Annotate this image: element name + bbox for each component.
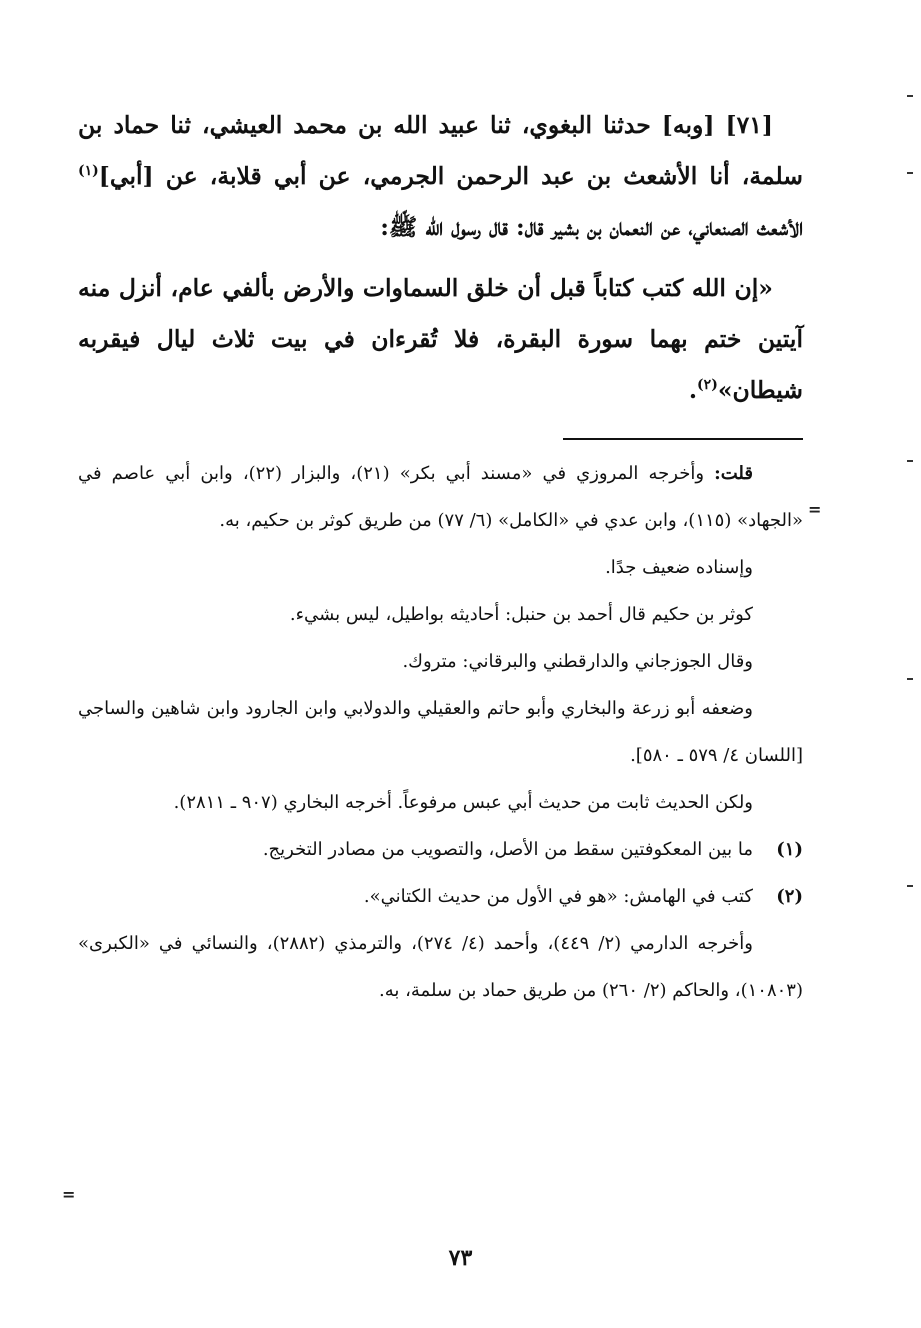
scan-edge-mark [907,885,913,887]
isnad-paragraph [78,100,803,253]
scan-edge-mark [907,172,913,174]
footnote-1-number: (١) [776,839,803,860]
note-jawzajani: وقال الجوزجاني والدارقطني والبرقاني: متروك. [402,651,753,672]
note-qultu [78,450,803,544]
hadith-text: «إن الله كتب كتاباً قبل أن خلق السماوات والأرض بألفي عام، أنزل منه آيتين ختم بهما سورة البقرة، فلا تُقرءان في بيت ثلاث ليال فيقربه شيطان» [78,274,803,404]
footnote-2-text: كتب في الهامش: «هو في الأول من حديث الكتاني». [363,886,753,907]
page-number: ٧٣ [448,1245,473,1271]
main-text [78,100,803,416]
footnote-2-continued: وأخرجه الدارمي (٢/ ٤٤٩)، وأحمد (٤/ ٢٧٤)، والترمذي (٢٨٨٢)، والنسائي في «الكبرى» (١٠٨٠٣)، والحاكم (٢/ ٢٦٠) من طريق حماد بن سلمة، به. [78,933,803,1001]
isnad-text: [٧١] [وبه] حدثنا البغوي، ثنا عبيد الله بن محمد العيشي، ثنا حماد بن سلمة، أنا الأشعث بن عبد الرحمن الجرمي، عن أبي قلابة، عن [أبي] [78,111,803,190]
footnote-1-text: ما بين المعكوفتين سقط من الأصل، والتصويب من مصادر التخريج. [262,839,753,860]
footnote-2 [78,873,803,920]
footnote-ref-2: (٢) [697,377,718,394]
scan-edge-mark [907,678,913,680]
footnote-2-number: (٢) [776,886,803,907]
scan-edge-mark [907,460,913,462]
note-kawthar: كوثر بن حكيم قال أحمد بن حنبل: أحاديثه بواطيل، ليس بشيء. [289,604,753,625]
footnote-separator [563,438,803,440]
note-isnad: وإسناده ضعيف جدًا. [605,557,753,578]
isnad-text-continued: الأشعث الصنعاني، عن النعمان بن بشير قال: قال رسول الله ﷺ: [380,213,803,241]
qultu-label: قلت: [714,463,753,484]
hadith-paragraph [78,263,803,416]
qultu-text: وأخرجه المروزي في «مسند أبي بكر» (٢١)، والبزار (٢٢)، وابن أبي عاصم في «الجهاد» (١١٥)، وابن عدي في «الكامل» (٦/ ٧٧) من طريق كوثر بن حكيم، به. [78,463,803,531]
continuation-mark-top: = [808,500,822,519]
footnote-ref-1: (١) [78,163,99,180]
note-lakin: ولكن الحديث ثابت من حديث أبي عبس مرفوعاً. أخرجه البخاري (٩٠٧ ـ ٢٨١١). [173,792,753,813]
footnote-1 [78,826,803,873]
hadith-end: . [688,376,698,404]
page-body [78,100,803,1014]
note-daafahu: وضعفه أبو زرعة والبخاري وأبو حاتم والعقيلي والدولابي وابن الجارود وابن شاهين والساجي [اللسان ٤/ ٥٧٩ ـ ٥٨٠]. [78,698,803,766]
scan-edge-mark [907,95,913,97]
continuation-mark-bottom: = [62,1185,76,1204]
footnotes [78,450,803,1014]
